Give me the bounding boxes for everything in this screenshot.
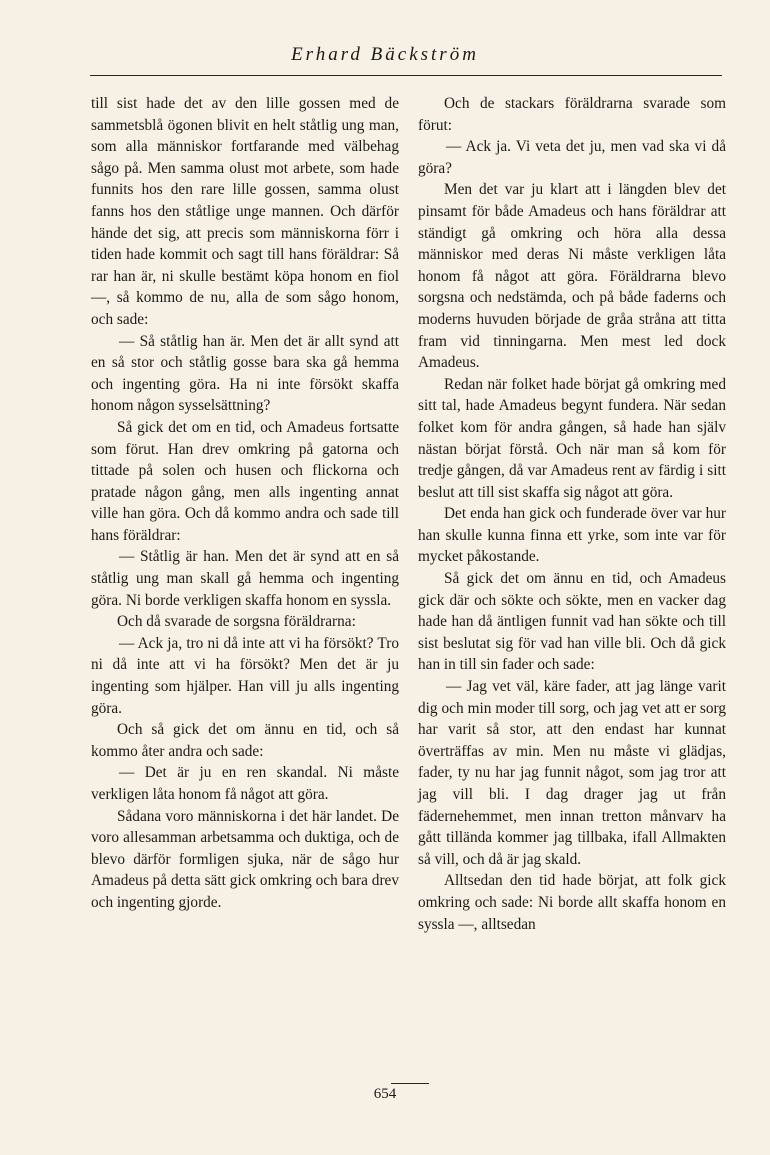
paragraph: Men det var ju klart att i längden blev det pinsamt för både Amadeus och hans föräldrar att ständigt gå omkring och höra alla dessa människor med deras Ni måste verkligen låta honom få något att göra. Föräldrarna blevo sorgsna och nedstämda, och på både faderns och moderns huvuden började de gråa stråna att titta fram vid tinningarna. Men mest led dock Amadeus. — [418, 181, 726, 372]
running-header: Erhard Bäckström — [291, 44, 479, 65]
paragraph: — Så ståtlig han är. Men det är allt synd att en så stor och ståtlig gosse bara ska gå hemma och ingenting göra. Ha ni inte försökt skaffa honom någon sysselsättning? — [91, 332, 399, 415]
paragraph: till sist hade det av den lille gossen med de sammetsblå ögonen blivit en helt ståtlig ung man, som alla människor fortfarande med välbehag sågo på. Men samma olust mot arbete, som hade funnits hos den rare lille gossen, samma olust fanns hos den ståtlige unge mannen. Och därför hände det sig, att precis som människorna förr i tiden hade kommit och sagt till hans föräldrar: Så rar han är, ni skulle bestämt köpa honom en fiol —, så kommo de nu, alla de som sågo honom, och sade: — [91, 95, 399, 328]
paragraph: Det enda han gick och funderade över var hur han skulle kunna finna ett yrke, som inte var för mycket påkostande. — [418, 505, 726, 566]
paragraph: — Jag vet väl, käre fader, att jag länge varit dig och min moder till sorg, och jag vet att er sorg har varit så stor, att den endast har kunnat överträffas av min. Men nu måste vi glädjas, fader, ty nu har jag funnit något, som jag tror att jag vill bli. I dag drager jag ut från fädernehemmet, men innan tretton månvarv ha gått tilländа kommer jag tillbaka, ifall Allmakten så vill, och då är jag skald. — [418, 678, 726, 868]
paragraph: Och då svarade de sorgsna föräldrarna: — [117, 613, 356, 631]
header-rule — [90, 75, 722, 76]
paragraph: Och så gick det om ännu en tid, och så kommo åter andra och sade: — [91, 721, 399, 760]
paragraph: Redan när folket hade börjat gå omkring med sitt tal, hade Amadeus begynt fundera. När sedan folket kom för andra gången, så hade han själv nästan börjat förstå. Och när man så kom för tredje gången, då var Amadeus rent av färdig i sitt beslut att till sist skaffa sig något att göra. — [418, 375, 726, 501]
paragraph: — Ack ja, tro ni då inte att vi ha försökt? Tro ni då inte att vi ha försökt? Men det är ju ingenting som hjälper. Han vill ju alls ingenting göra. — [91, 634, 399, 717]
paragraph: — Ståtlig är han. Men det är synd att en så ståtlig ung man skall gå hemma och ingenting göra. Ni borde verkligen skaffa honom en syssla. — [91, 548, 399, 609]
paragraph: — Det är ju en ren skandal. Ni måste verkligen låta honom få något att göra. — [91, 764, 399, 803]
footer-rule — [391, 1083, 429, 1084]
paragraph: Och de stackars föräldrarna svarade som förut: — [418, 95, 726, 134]
paragraph: Så gick det om en tid, och Amadeus fortsatte som förut. Han drev omkring på gatorna och tittade på solen och husen och flickorna och pratade någon gång, men alls ingenting annat ville han göra. Och då kommo andra och sade till hans föräldrar: — [91, 418, 399, 544]
paragraph: — Ack ja. Vi veta det ju, men vad ska vi då göra? — [418, 138, 726, 177]
right-column — [418, 93, 726, 935]
paragraph: Så gick det om ännu en tid, och Amadeus gick där och sökte och sökte, men en vacker dag hade han då äntligen funnit vad han sökte och till sist beslutat sig för vad han ville bli. Och då gick han in till sin fader och sade: — [418, 570, 726, 674]
left-column — [91, 93, 399, 914]
paragraph: Sådana voro människorna i det här landet. De voro allesamman arbetsamma och duktiga, och de blevo därför formligen sjuka, när de sågo hur Amadeus på detta sätt gick omkring och bara drev och ingenting gjorde. — [91, 807, 399, 911]
paragraph: Alltsedan den tid hade börjat, att folk gick omkring och sade: Ni borde allt skaffa honom en syssla —, alltsedan — [418, 872, 726, 933]
page-number: 654 — [373, 1086, 397, 1102]
